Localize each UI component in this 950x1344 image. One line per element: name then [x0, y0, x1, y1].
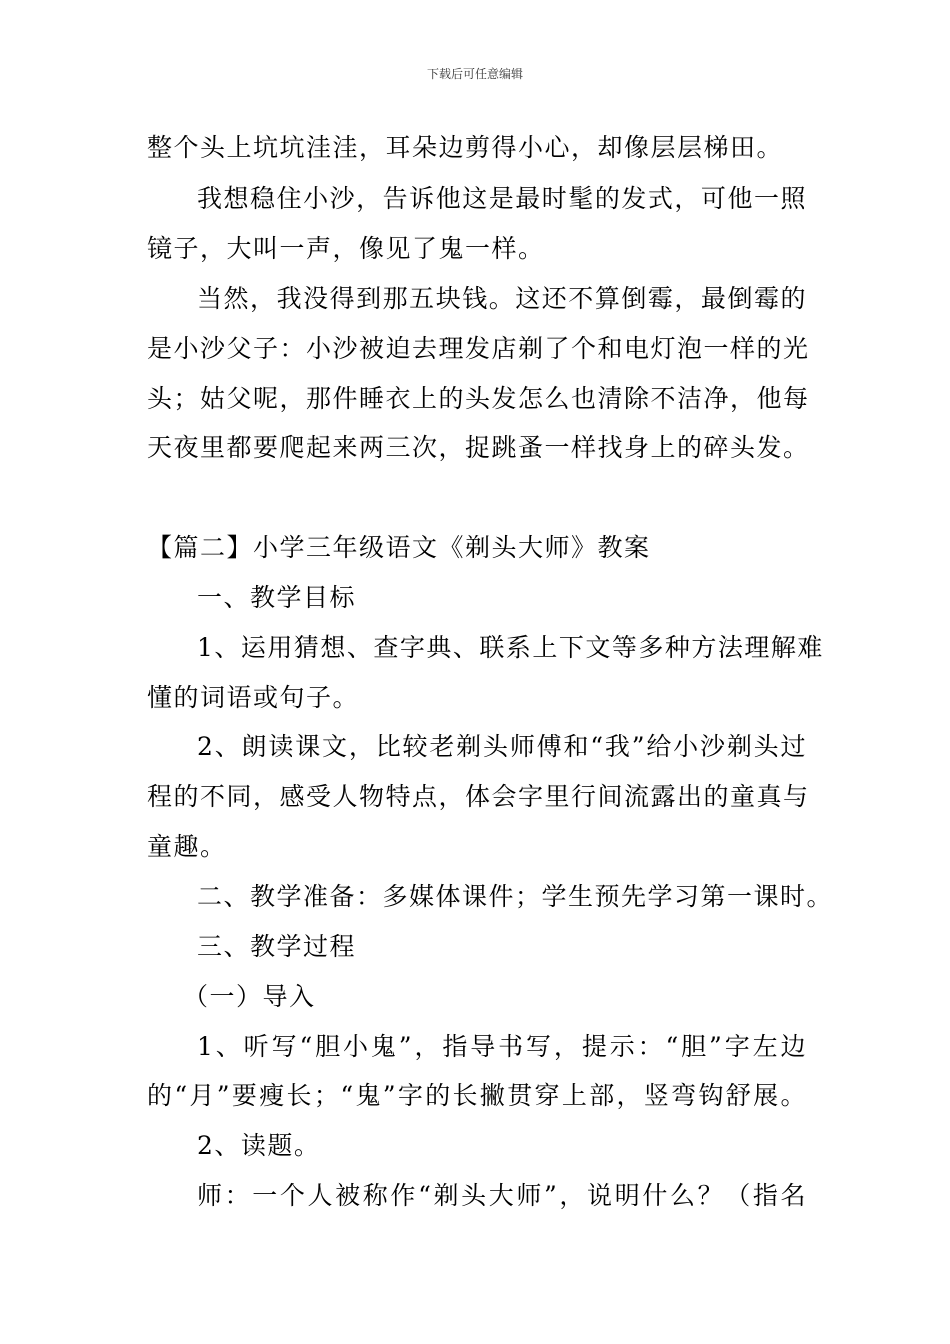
text-line: 三、教学过程	[197, 932, 357, 961]
text-line: 一、教学目标	[197, 583, 357, 612]
text-line: 童趣。	[147, 832, 227, 861]
text-line: 天夜里都要爬起来两三次，捉跳蚤一样找身上的碎头发。	[147, 433, 810, 462]
text-line: 2、读题。	[197, 1131, 321, 1160]
text-line: 整个头上坑坑洼洼，耳朵边剪得小心，却像层层梯田。	[147, 133, 784, 162]
text-line: 我想稳住小沙，告诉他这是最时髦的发式，可他一照	[197, 184, 807, 213]
text-line: 师：一个人被称作“剃头大师”，说明什么？（指名	[197, 1181, 807, 1210]
text-line: （一）导入	[183, 982, 316, 1011]
text-line: 程的不同，感受人物特点，体会字里行间流露出的童真与	[147, 782, 810, 811]
page-header: 下载后可任意编辑	[426, 67, 523, 81]
text-line: 的“月”要瘦长；“鬼”字的长撇贯穿上部，竖弯钩舒展。	[147, 1081, 807, 1110]
text-line: 二、教学准备：多媒体课件；学生预先学习第一课时。	[197, 882, 834, 911]
text-line: 当然，我没得到那五块钱。这还不算倒霉，最倒霉的	[197, 284, 807, 313]
text-line: 是小沙父子：小沙被迫去理发店剃了个和电灯泡一样的光	[147, 334, 810, 363]
text-line: 1、运用猜想、查字典、联系上下文等多种方法理解难	[197, 633, 824, 662]
section-heading: 【篇二】小学三年级语文《剃头大师》教案	[147, 533, 651, 562]
text-line: 懂的词语或句子。	[147, 683, 360, 712]
text-line: 1、听写“胆小鬼”，指导书写，提示：“胆”字左边	[197, 1032, 807, 1061]
text-line: 镜子，大叫一声，像见了鬼一样。	[147, 234, 545, 263]
text-line: 头；姑父呢，那件睡衣上的头发怎么也清除不洁净，他每	[147, 384, 810, 413]
text-line: 2、朗读课文，比较老剃头师傅和“我”给小沙剃头过	[197, 732, 807, 761]
